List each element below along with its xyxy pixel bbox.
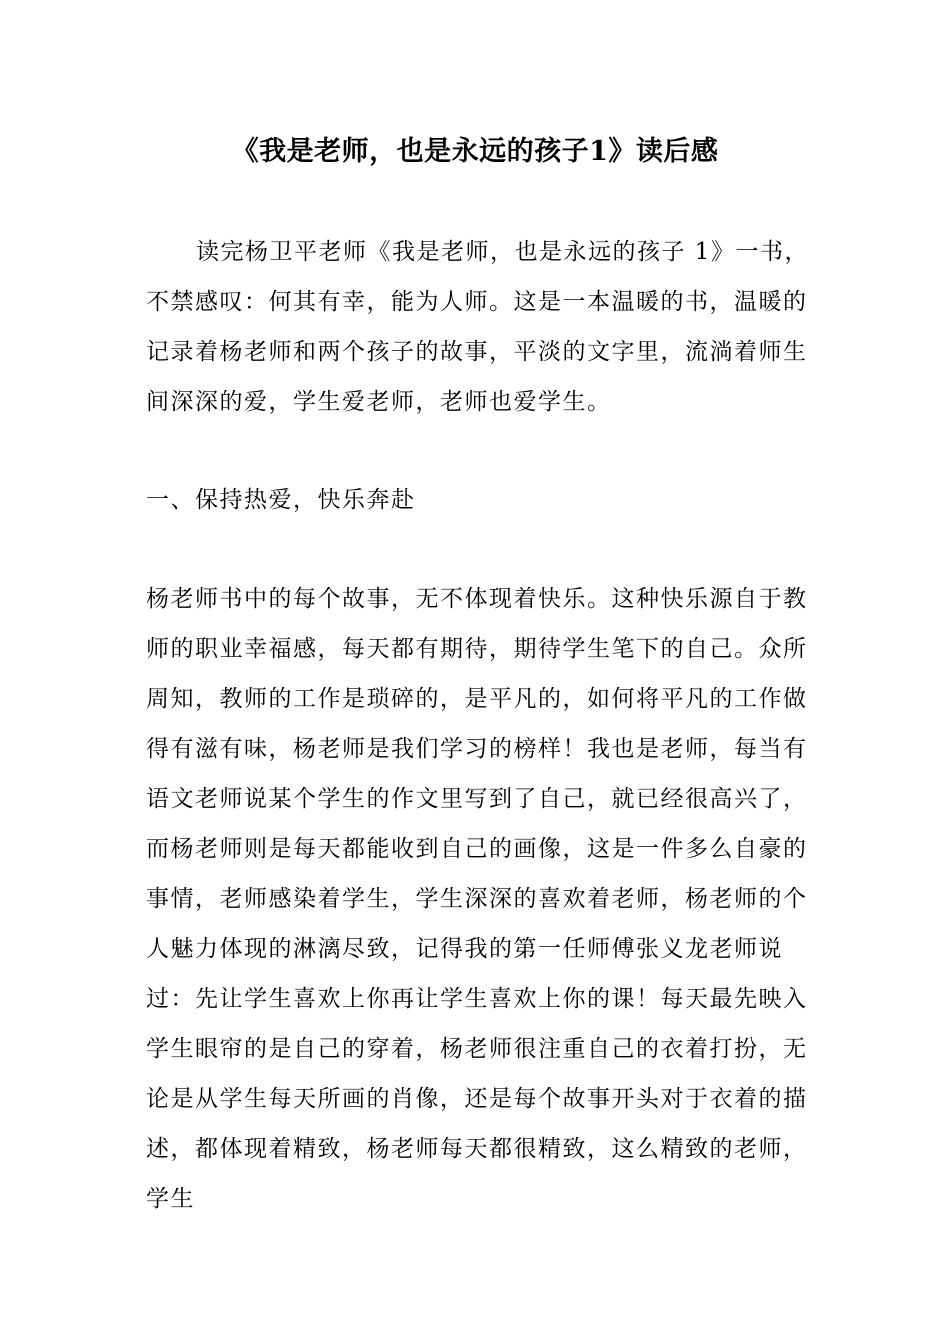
document-title: 《我是老师，也是永远的孩子1》读后感 <box>231 136 719 167</box>
section-heading: 一、保持热爱，快乐奔赴 <box>146 487 416 513</box>
body-paragraph: 杨老师书中的每个故事，无不体现着快乐。这种快乐源自于教师的职业幸福感，每天都有期待，期待学生笔下的自己。众所周知，教师的工作是琐碎的，是平凡的，如何将平凡的工作做得有滋有味，杨老师是我们学习的榜样！我也是老师，每当有语文老师说某个学生的作文里写到了自己，就已经很高兴了，而杨老师则是每天都能收到自己的画像，这是一件多么自豪的事情，老师感染着学生，学生深深的喜欢着老师，杨老师的个人魅力体现的淋漓尽致，记得我的第一任师傅张义龙老师说过：先让学生喜欢上你再让学生喜欢上你的课！每天最先映入学生眼帘的是自己的穿着，杨老师很注重自己的衣着打扮，无论是从学生每天所画的肖像，还是每个故事开头对于衣着的描述，都体现着精致，杨老师每天都很精致，这么精致的老师，学生 <box>146 586 808 1212</box>
intro-paragraph: 读完杨卫平老师《我是老师，也是永远的孩子 1》一书，不禁感叹：何其有幸，能为人师。这是一本温暖的书，温暖的记录着杨老师和两个孩子的故事，平淡的文字里，流淌着师生间深深的爱，学生爱老师，老师也爱学生。 <box>146 239 809 415</box>
